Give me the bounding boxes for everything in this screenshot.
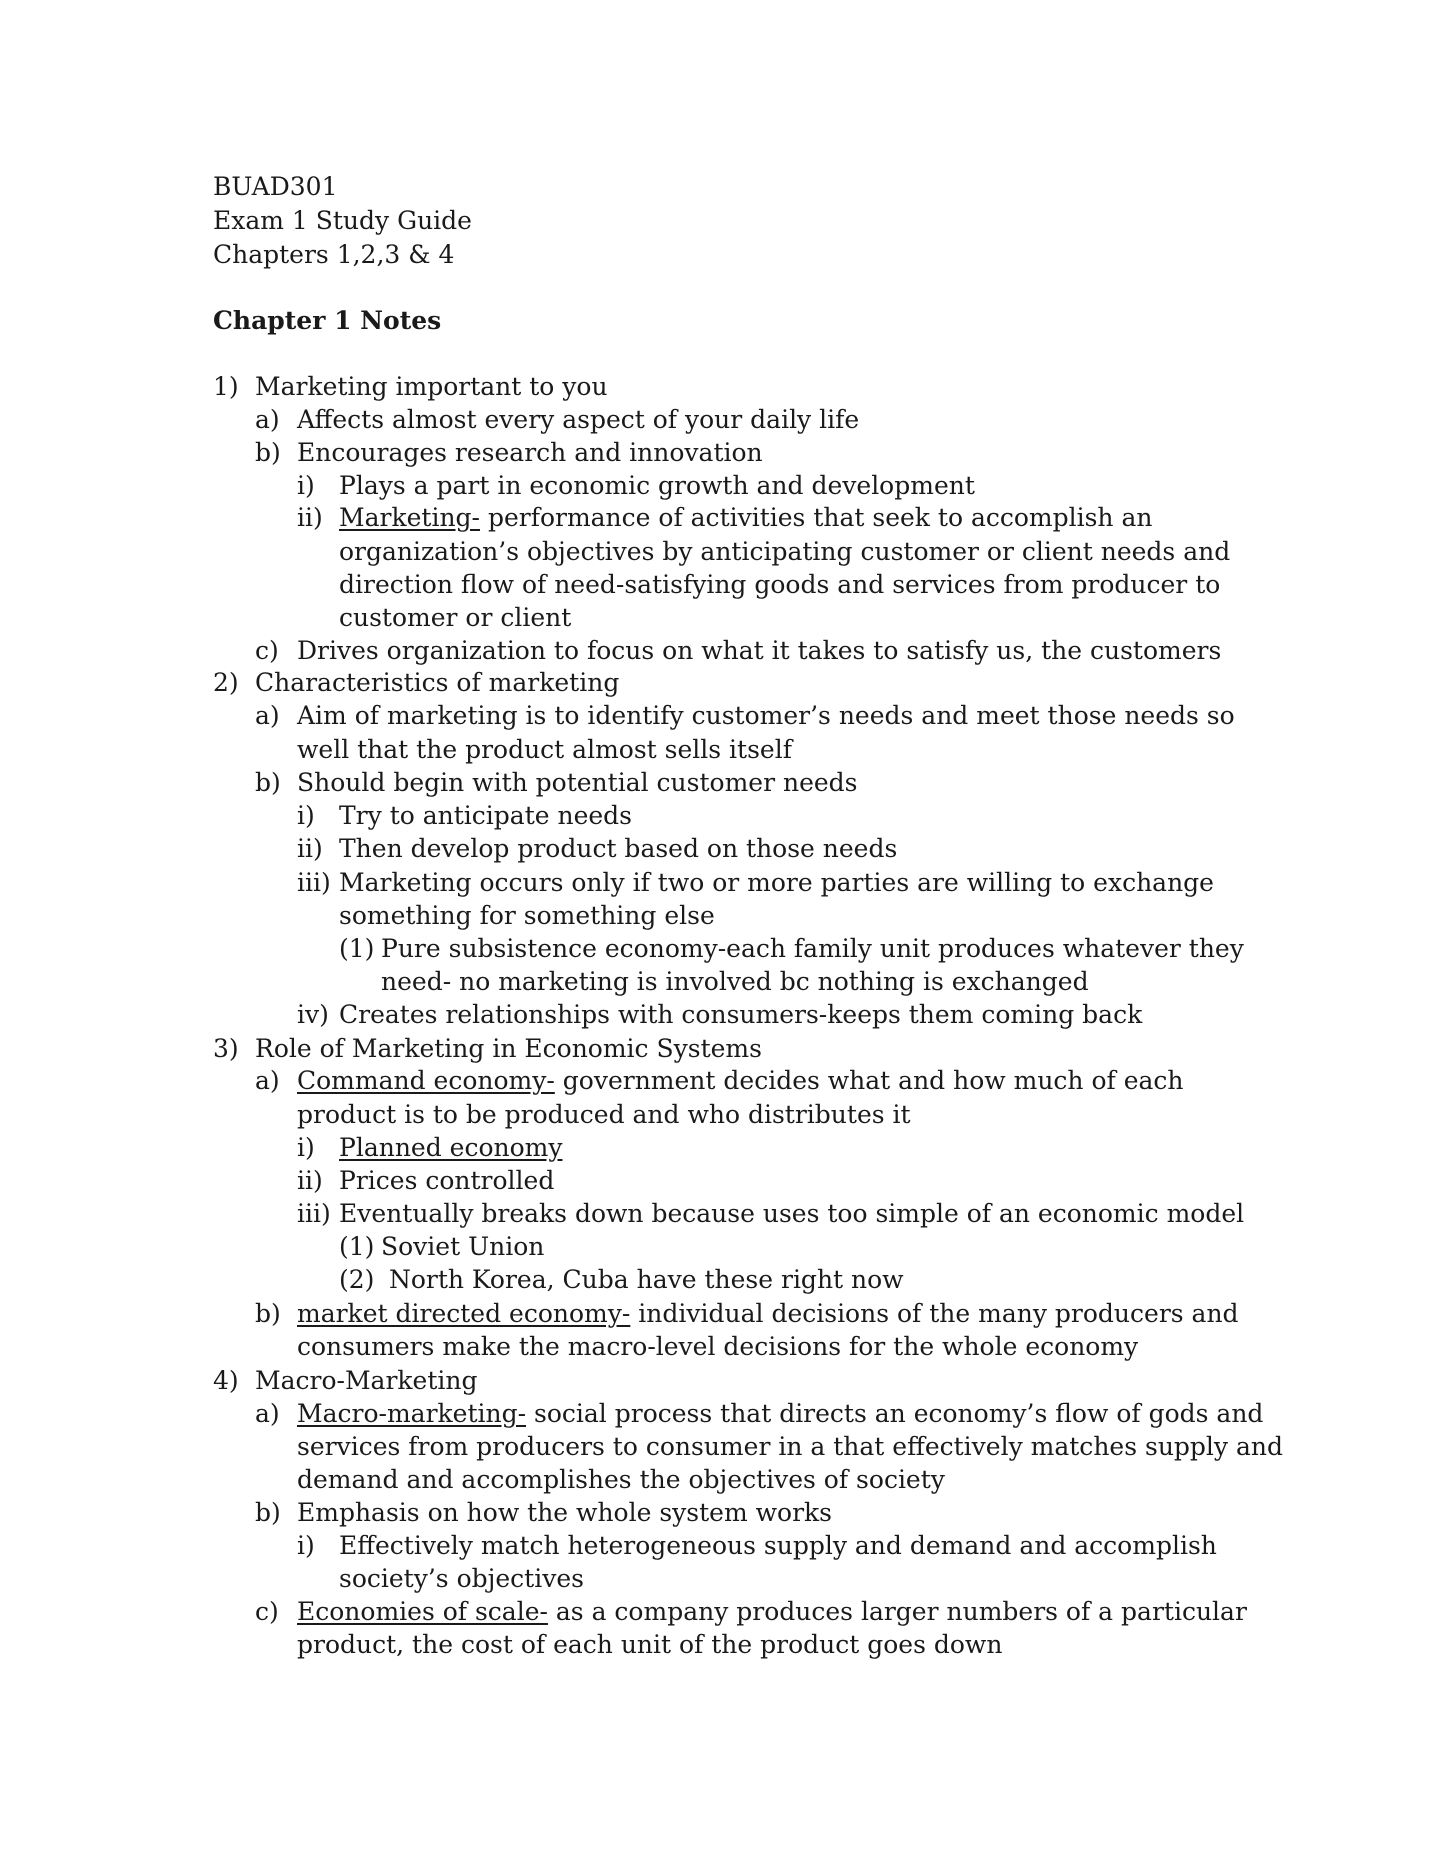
defined-term: Economies of scale- <box>297 1597 548 1626</box>
list-item-line <box>297 1465 945 1495</box>
list-item-line <box>297 438 763 468</box>
defined-term: market directed economy- <box>297 1299 631 1328</box>
list-item-line <box>339 868 1214 898</box>
list-marker: a) <box>255 701 280 730</box>
list-marker: c) <box>255 636 279 665</box>
list-marker: 3) <box>213 1034 239 1063</box>
list-marker: (2) <box>339 1265 375 1294</box>
list-item-text: something for something else <box>339 901 715 930</box>
list-marker: a) <box>255 405 280 434</box>
list-item-text: Should begin with potential customer needs <box>297 768 858 797</box>
list-item-text: Characteristics of marketing <box>255 668 620 697</box>
list-item-line <box>381 1232 544 1262</box>
list-item-line <box>297 1066 1184 1096</box>
defined-term: Marketing- <box>339 503 480 532</box>
list-item-text: Try to anticipate needs <box>339 801 633 830</box>
list-item-text: Encourages research and innovation <box>297 438 763 467</box>
list-marker: c) <box>255 1597 279 1626</box>
list-item-text: Plays a part in economic growth and development <box>339 471 975 500</box>
list-item-text: Macro-Marketing <box>255 1366 478 1395</box>
list-item-text: Affects almost every aspect of your daily life <box>297 405 860 434</box>
list-marker: ii) <box>297 503 323 532</box>
list-item-text: government decides what and how much of each <box>554 1066 1184 1095</box>
list-marker: i) <box>297 1133 315 1162</box>
list-item-line <box>339 1000 1142 1030</box>
list-marker: 1) <box>213 372 239 401</box>
list-item-line <box>297 1498 832 1528</box>
list-item-line <box>381 1265 904 1295</box>
list-item-text: North Korea, Cuba have these right now <box>381 1265 904 1294</box>
list-item-line <box>339 1133 563 1163</box>
list-item-line <box>339 503 1153 533</box>
list-item-line <box>297 768 858 798</box>
list-item-line <box>339 901 715 931</box>
list-item-line <box>255 372 608 402</box>
list-item-text: product is to be produced and who distributes it <box>297 1100 911 1129</box>
list-item-line <box>297 1432 1283 1462</box>
list-item-line <box>297 636 1221 666</box>
list-item-line <box>297 1100 911 1130</box>
list-item-text: individual decisions of the many producers and <box>630 1299 1239 1328</box>
list-marker: b) <box>255 768 281 797</box>
list-item-text: Aim of marketing is to identify customer’s needs and meet those needs so <box>297 701 1235 730</box>
list-item-line <box>339 1166 554 1196</box>
list-item-line <box>381 934 1244 964</box>
list-marker: (1) <box>339 934 375 963</box>
list-item-text: customer or client <box>339 603 572 632</box>
list-item-line <box>339 1531 1217 1561</box>
list-item-text: Drives organization to focus on what it takes to satisfy us, the customers <box>297 636 1222 665</box>
exam-title: Exam 1 Study Guide <box>213 206 472 235</box>
list-item-text: Pure subsistence economy-each family unit produces whatever they <box>381 934 1244 963</box>
course-code: BUAD301 <box>213 172 338 201</box>
list-item-text: society’s objectives <box>339 1564 584 1593</box>
chapters-label: Chapters 1,2,3 & 4 <box>213 240 455 269</box>
list-marker: iv) <box>297 1000 329 1029</box>
list-marker: b) <box>255 1498 281 1527</box>
list-item-text: Soviet Union <box>381 1232 545 1261</box>
list-item-line <box>297 1597 1247 1627</box>
list-marker: iii) <box>297 868 331 897</box>
list-item-line <box>297 1399 1263 1429</box>
list-marker: 4) <box>213 1366 239 1395</box>
list-item-line <box>339 834 897 864</box>
list-item-text: Marketing occurs only if two or more parties are willing to exchange <box>339 868 1214 897</box>
list-item-text: services from producers to consumer in a that effectively matches supply and <box>297 1432 1283 1461</box>
list-marker: b) <box>255 438 281 467</box>
list-item-line <box>297 1332 1138 1362</box>
section-title: Chapter 1 Notes <box>213 306 442 335</box>
list-item-line <box>339 801 632 831</box>
list-item-line <box>339 603 571 633</box>
list-item-text: direction flow of need-satisfying goods and services from producer to <box>339 570 1221 599</box>
list-item-line <box>339 537 1230 567</box>
list-item-text: well that the product almost sells itself <box>297 735 792 764</box>
list-marker: 2) <box>213 668 239 697</box>
list-marker: (1) <box>339 1232 375 1261</box>
list-item-text: Effectively match heterogeneous supply and demand and accomplish <box>339 1531 1217 1560</box>
list-item-text: Eventually breaks down because uses too simple of an economic model <box>339 1199 1245 1228</box>
list-item-text: Emphasis on how the whole system works <box>297 1498 832 1527</box>
list-item-text: Creates relationships with consumers-keeps them coming back <box>339 1000 1143 1029</box>
list-item-line <box>255 1034 762 1064</box>
defined-term: Planned economy <box>339 1133 563 1162</box>
list-item-text: consumers make the macro-level decisions for the whole economy <box>297 1332 1139 1361</box>
list-marker: i) <box>297 471 315 500</box>
defined-term: Command economy- <box>297 1066 555 1095</box>
list-item-text: performance of activities that seek to accomplish an <box>480 503 1153 532</box>
list-item-line <box>297 701 1235 731</box>
list-marker: ii) <box>297 834 323 863</box>
list-item-line <box>339 1564 584 1594</box>
list-item-line <box>297 1630 1002 1660</box>
list-marker: i) <box>297 801 315 830</box>
list-item-line <box>339 1199 1244 1229</box>
list-marker: b) <box>255 1299 281 1328</box>
defined-term: Macro-marketing- <box>297 1399 527 1428</box>
list-item-text: Then develop product based on those needs <box>339 834 898 863</box>
list-item-line <box>339 471 975 501</box>
list-item-text: social process that directs an economy’s flow of gods and <box>526 1399 1264 1428</box>
list-item-text: need- no marketing is involved bc nothing is exchanged <box>381 967 1089 996</box>
list-item-text: product, the cost of each unit of the product goes down <box>297 1630 1003 1659</box>
list-item-line <box>297 1299 1239 1329</box>
list-item-line <box>339 570 1220 600</box>
list-item-text: Role of Marketing in Economic Systems <box>255 1034 762 1063</box>
list-marker: a) <box>255 1399 280 1428</box>
list-item-text: Prices controlled <box>339 1166 555 1195</box>
list-item-text: as a company produces larger numbers of a particular <box>547 1597 1247 1626</box>
list-item-text: Marketing important to you <box>255 372 608 401</box>
list-item-line <box>297 735 792 765</box>
list-item-line <box>297 405 859 435</box>
list-item-text: organization’s objectives by anticipating customer or client needs and <box>339 537 1231 566</box>
list-item-line <box>381 967 1089 997</box>
list-marker: a) <box>255 1066 280 1095</box>
list-marker: ii) <box>297 1166 323 1195</box>
list-item-line <box>255 1366 478 1396</box>
list-marker: iii) <box>297 1199 331 1228</box>
list-item-line <box>255 668 619 698</box>
list-marker: i) <box>297 1531 315 1560</box>
list-item-text: demand and accomplishes the objectives of society <box>297 1465 945 1494</box>
